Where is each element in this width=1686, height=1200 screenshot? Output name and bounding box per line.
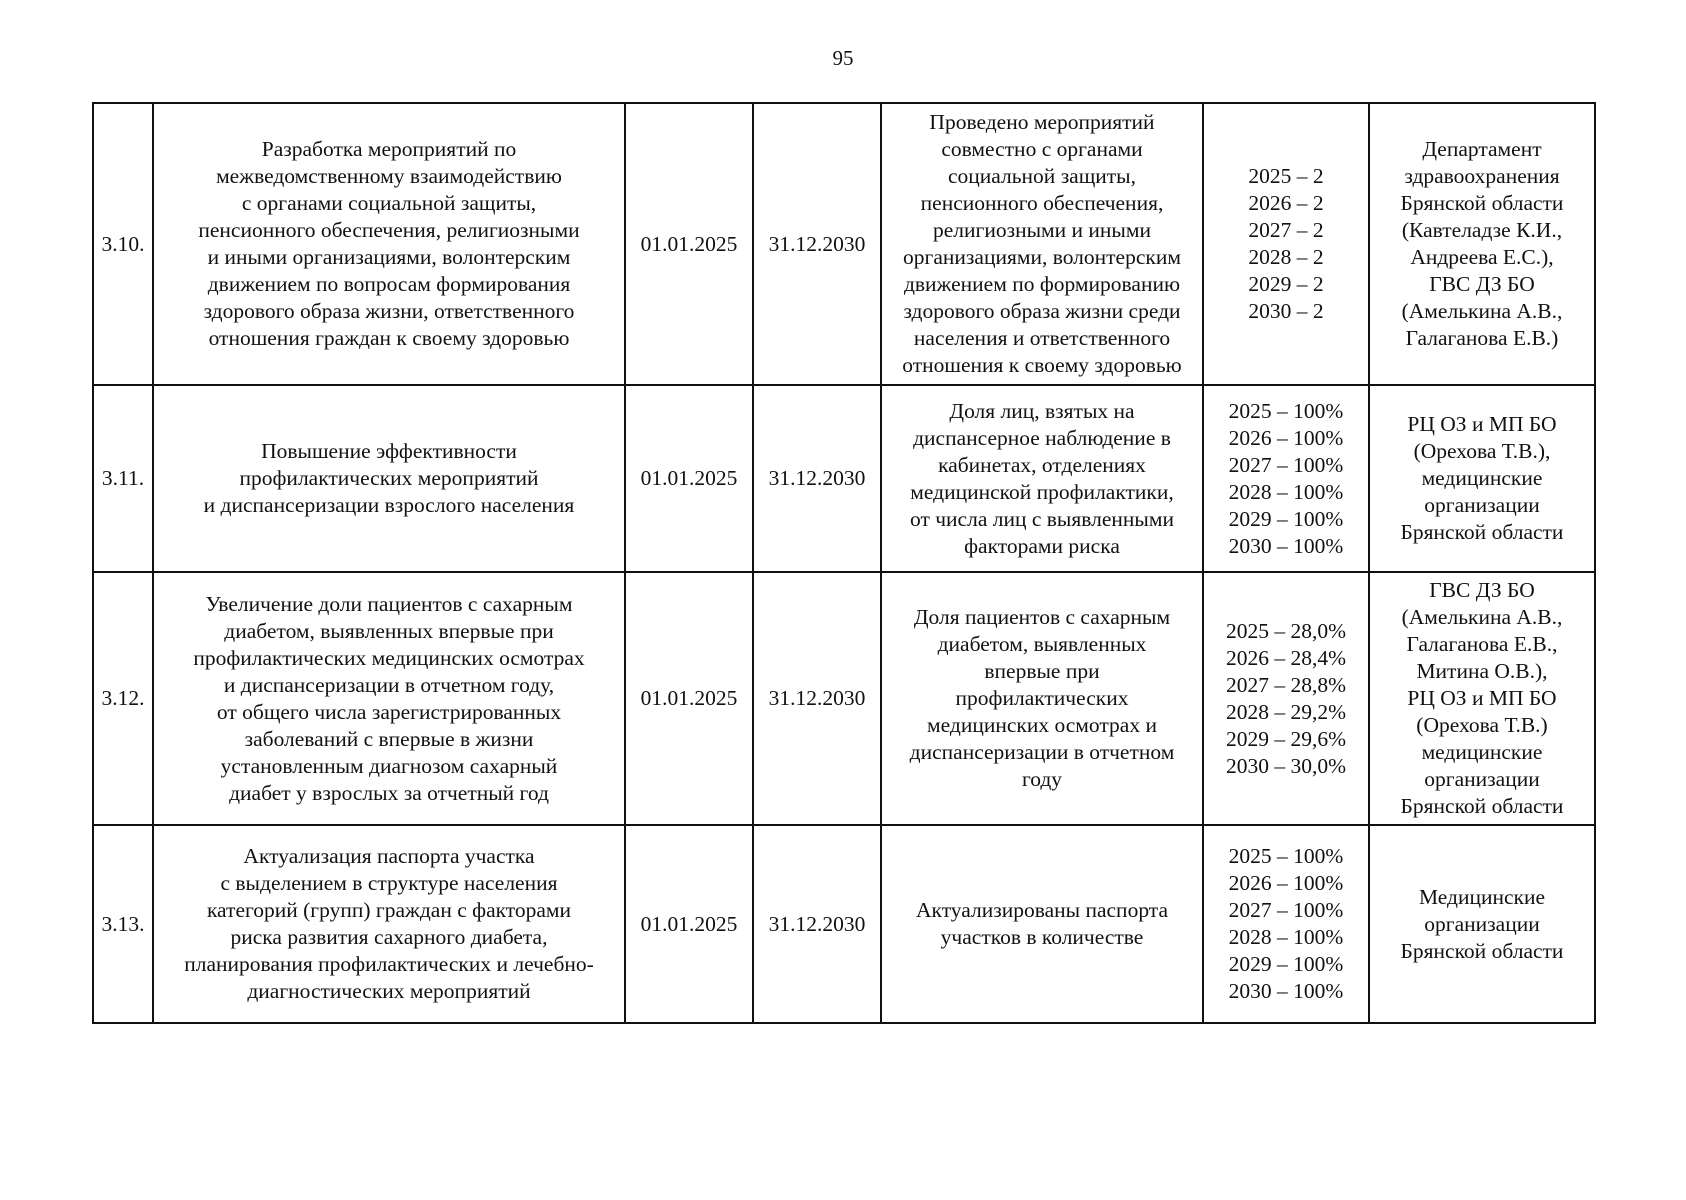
- page-number: 95: [832, 46, 854, 70]
- responsible-cell: РЦ ОЗ и МП БО (Орехова Т.В.), медицинские организации Брянской области: [1369, 385, 1595, 572]
- end-date-cell: 31.12.2030: [753, 385, 881, 572]
- responsible-cell: Медицинские организации Брянской области: [1369, 825, 1595, 1023]
- end-date-cell: 31.12.2030: [753, 825, 881, 1023]
- targets-cell: 2025 – 2 2026 – 2 2027 – 2 2028 – 2 2029 – 2 2030 – 2: [1203, 103, 1369, 385]
- activity-cell: Актуализация паспорта участка с выделением в структуре населения категорий (групп) граждан с факторами риска развития сахарного диабета, планирования профилактических и лечебно- диагностических мероприятий: [153, 825, 625, 1023]
- activities-table: [92, 102, 1596, 1024]
- targets-cell: 2025 – 100% 2026 – 100% 2027 – 100% 2028 – 100% 2029 – 100% 2030 – 100%: [1203, 825, 1369, 1023]
- row-number: 3.13.: [93, 825, 153, 1023]
- responsible-cell: Департамент здравоохранения Брянской области (Кавтеладзе К.И., Андреева Е.С.), ГВС ДЗ БО (Амелькина А.В., Галаганова Е.В.): [1369, 103, 1595, 385]
- end-date-cell: 31.12.2030: [753, 103, 881, 385]
- targets-cell: 2025 – 100% 2026 – 100% 2027 – 100% 2028 – 100% 2029 – 100% 2030 – 100%: [1203, 385, 1369, 572]
- responsible-cell: ГВС ДЗ БО (Амелькина А.В., Галаганова Е.В., Митина О.В.), РЦ ОЗ и МП БО (Орехова Т.В.) медицинские организации Брянской области: [1369, 572, 1595, 825]
- activity-cell: Повышение эффективности профилактических мероприятий и диспансеризации взрослого населения: [153, 385, 625, 572]
- table-row: [93, 385, 1595, 572]
- result-cell: Актуализированы паспорта участков в количестве: [881, 825, 1203, 1023]
- start-date-cell: 01.01.2025: [625, 825, 753, 1023]
- targets-cell: 2025 – 28,0% 2026 – 28,4% 2027 – 28,8% 2028 – 29,2% 2029 – 29,6% 2030 – 30,0%: [1203, 572, 1369, 825]
- table-row: [93, 103, 1595, 385]
- start-date-cell: 01.01.2025: [625, 385, 753, 572]
- result-cell: Доля пациентов с сахарным диабетом, выявленных впервые при профилактических медицинских осмотрах и диспансеризации в отчетном году: [881, 572, 1203, 825]
- result-cell: Проведено мероприятий совместно с органами социальной защиты, пенсионного обеспечения, религиозными и иными организациями, волонтерским движением по формированию здорового образа жизни среди населения и ответственного отношения к своему здоровью: [881, 103, 1203, 385]
- activity-cell: Разработка мероприятий по межведомственному взаимодействию с органами социальной защиты, пенсионного обеспечения, религиозными и иными организациями, волонтерским движением по вопросам формирования здорового образа жизни, ответственного отношения граждан к своему здоровью: [153, 103, 625, 385]
- table-row: [93, 572, 1595, 825]
- row-number: 3.12.: [93, 572, 153, 825]
- start-date-cell: 01.01.2025: [625, 572, 753, 825]
- result-cell: Доля лиц, взятых на диспансерное наблюдение в кабинетах, отделениях медицинской профилактики, от числа лиц с выявленными факторами риска: [881, 385, 1203, 572]
- row-number: 3.10.: [93, 103, 153, 385]
- start-date-cell: 01.01.2025: [625, 103, 753, 385]
- activity-cell: Увеличение доли пациентов с сахарным диабетом, выявленных впервые при профилактических медицинских осмотрах и диспансеризации в отчетном году, от общего числа зарегистрированных заболеваний с впервые в жизни установленным диагнозом сахарный диабет у взрослых за отчетный год: [153, 572, 625, 825]
- end-date-cell: 31.12.2030: [753, 572, 881, 825]
- table-row: [93, 825, 1595, 1023]
- row-number: 3.11.: [93, 385, 153, 572]
